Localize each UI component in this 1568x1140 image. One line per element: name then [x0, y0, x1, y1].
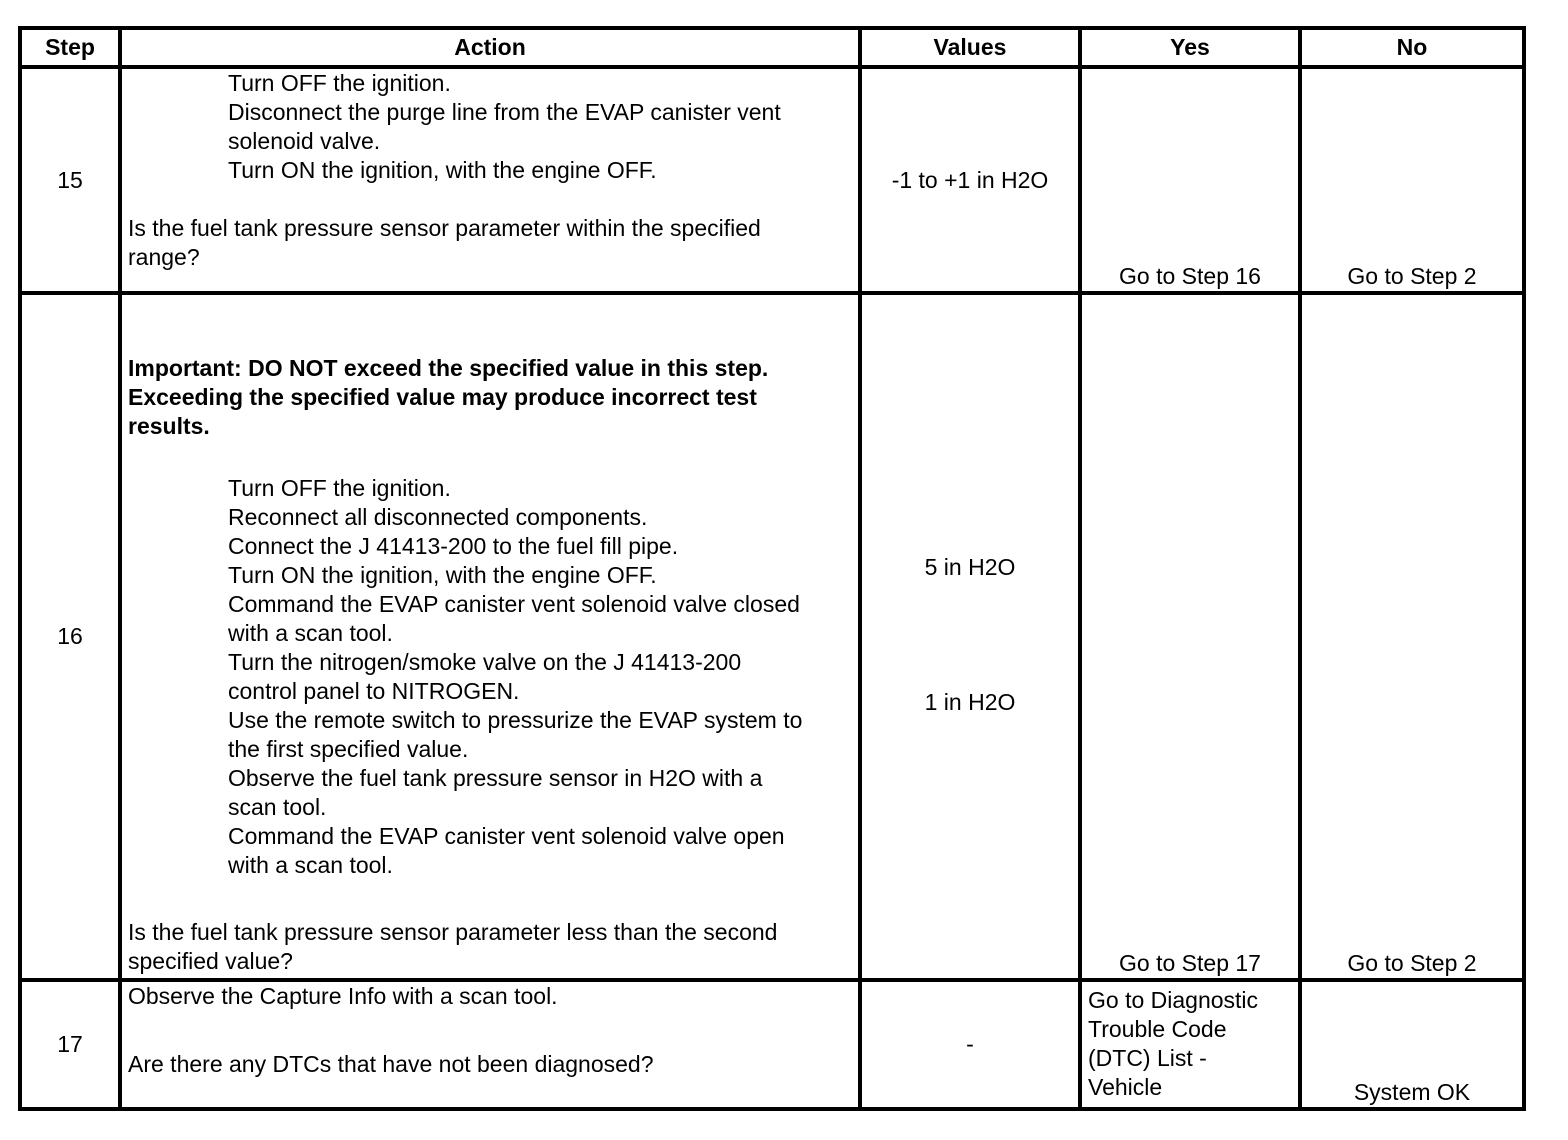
header-values: Values — [860, 28, 1080, 67]
instruction-line: solenoid valve. — [228, 128, 381, 154]
instruction-line: Connect the J 41413-200 to the fuel fill pipe. — [228, 533, 679, 559]
no-text: System OK — [1353, 1079, 1471, 1105]
instruction-line: Turn the nitrogen/smoke valve on the J 41413-200 — [228, 649, 742, 675]
instruction-line: Command the EVAP canister vent solenoid valve open — [228, 823, 785, 849]
values-cell — [860, 980, 1080, 1109]
instruction-line: Turn OFF the ignition. — [228, 70, 451, 96]
action-cell — [120, 67, 860, 293]
table-row-step-15 — [20, 67, 1524, 293]
important-note: Important: DO NOT exceed the specified value in this step. Exceeding the specified value may produce incorrect test results. — [128, 355, 769, 439]
instruction-line: Disconnect the purge line from the EVAP canister vent — [228, 99, 781, 125]
instruction-line: scan tool. — [228, 794, 327, 820]
step-number: 15 — [20, 67, 120, 293]
instruction-line: with a scan tool. — [228, 852, 393, 878]
header-step: Step — [20, 28, 120, 67]
no-link[interactable]: Go to Step 2 — [1347, 263, 1477, 289]
instruction-line: Command the EVAP canister vent solenoid valve closed — [228, 591, 800, 617]
table-row-step-17 — [20, 980, 1524, 1109]
no-cell — [1300, 67, 1524, 293]
no-cell — [1300, 293, 1524, 980]
step-number: 17 — [20, 980, 120, 1109]
table-row-step-16 — [20, 293, 1524, 980]
instruction-line: Observe the Capture Info with a scan tool. — [128, 983, 558, 1009]
instruction-list — [128, 69, 852, 185]
instruction-line: Turn ON the ignition, with the engine OFF. — [228, 157, 657, 183]
question-text: Is the fuel tank pressure sensor parameter less than the second specified value? — [128, 919, 778, 974]
instruction-line: Observe the fuel tank pressure sensor in H2O with a — [228, 765, 763, 791]
yes-link[interactable]: Go to Step 16 — [1119, 263, 1261, 289]
values-cell — [860, 67, 1080, 293]
value-text: 5 in H2O — [924, 554, 1016, 580]
yes-link[interactable]: Go to Diagnostic Trouble Code (DTC) List - Vehicle — [1088, 987, 1259, 1100]
instruction-line: Turn ON the ignition, with the engine OFF. — [228, 562, 657, 588]
header-row — [20, 28, 1524, 67]
value-text: - — [966, 1031, 974, 1057]
step-number: 16 — [20, 293, 120, 980]
values-cell — [860, 293, 1080, 980]
instruction-line: Turn OFF the ignition. — [228, 475, 451, 501]
no-link[interactable]: Go to Step 2 — [1347, 950, 1477, 976]
question-text: Are there any DTCs that have not been diagnosed? — [128, 1051, 654, 1077]
yes-cell — [1080, 67, 1300, 293]
action-cell — [120, 980, 860, 1109]
header-yes: Yes — [1080, 28, 1300, 67]
header-action: Action — [120, 28, 860, 67]
yes-link[interactable]: Go to Step 17 — [1119, 950, 1261, 976]
instruction-line: Use the remote switch to pressurize the EVAP system to — [228, 707, 803, 733]
diagnostic-table — [18, 26, 1526, 1111]
instruction-line: Reconnect all disconnected components. — [228, 504, 648, 530]
header-no: No — [1300, 28, 1524, 67]
instruction-line: control panel to NITROGEN. — [228, 678, 520, 704]
yes-cell — [1080, 980, 1300, 1109]
yes-cell — [1080, 293, 1300, 980]
instruction-line: with a scan tool. — [228, 620, 393, 646]
value-text: -1 to +1 in H2O — [891, 166, 1049, 193]
question-text: Is the fuel tank pressure sensor parameter within the specified range? — [128, 215, 761, 270]
no-cell — [1300, 980, 1524, 1109]
instruction-line: the first specified value. — [228, 736, 469, 762]
instruction-list — [128, 474, 852, 880]
action-cell — [120, 293, 860, 980]
value-text: 1 in H2O — [924, 689, 1016, 715]
